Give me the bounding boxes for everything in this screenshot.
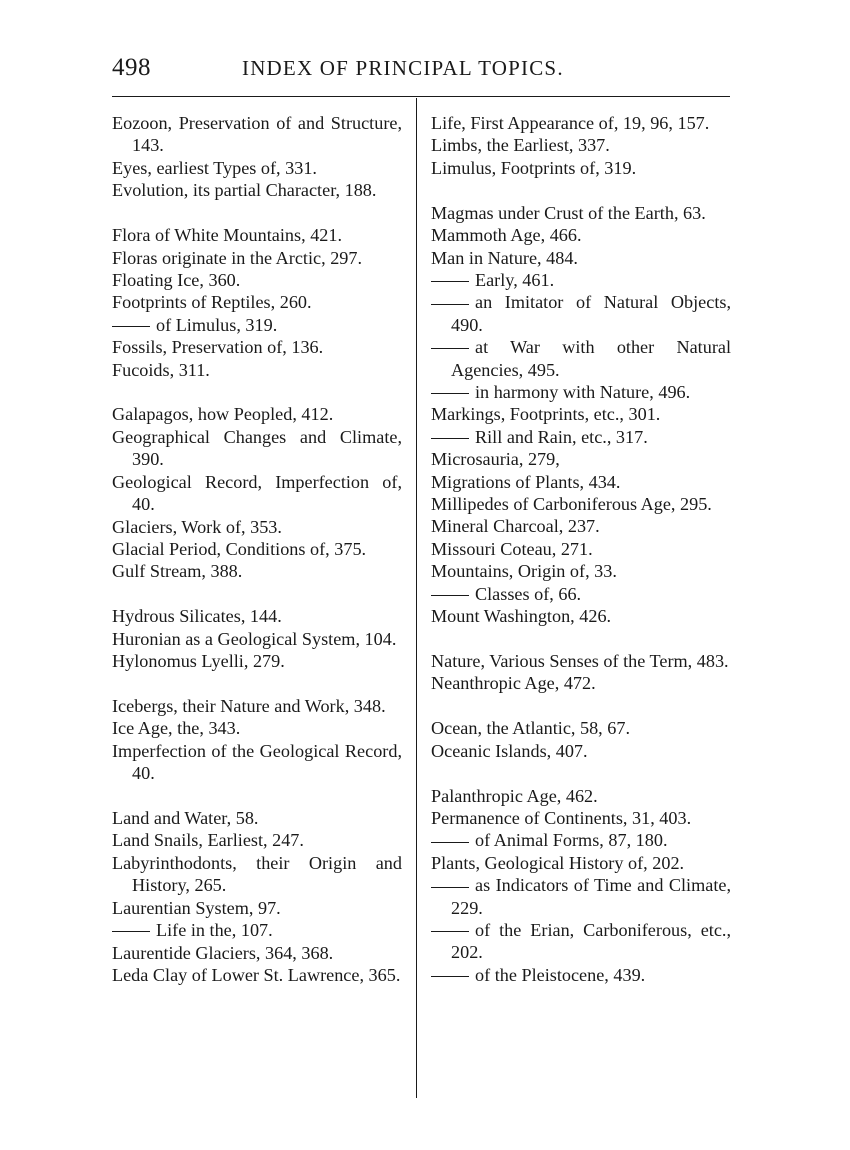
index-entry [431,672,731,694]
entry-text: an Imitator of Natural Objects, 490. [451,292,731,335]
entry-text: Hydrous Silicates, 144. [112,606,282,627]
index-entry [112,650,402,672]
index-subentry [431,874,731,919]
entry-text: Mineral Charcoal, 237. [431,516,600,537]
ditto-dash [431,887,469,888]
entry-text: of the Pleistocene, 439. [475,964,646,985]
entry-text: Floating Ice, 360. [112,269,241,290]
index-subentry [431,426,731,448]
index-entry [112,403,402,425]
index-subentry [431,919,731,964]
index-entry [112,471,402,516]
index-entry [112,717,402,739]
index-entry [431,112,731,134]
entry-text: Limulus, Footprints of, 319. [431,157,637,178]
index-entry [112,560,402,582]
index-entry [431,157,731,179]
index-entry [431,740,731,762]
ditto-dash [431,438,469,439]
column-divider [416,98,417,1098]
entry-text: at War with other Natural Agencies, 495. [451,337,731,380]
index-entry [112,897,402,919]
index-entry [112,179,402,201]
group-gap [112,785,402,808]
index-entry [431,852,731,874]
entry-text: Fucoids, 311. [112,359,210,380]
index-entry [431,538,731,560]
index-entry [431,493,731,515]
group-gap [112,583,402,606]
entry-text: Microsauria, 279, [431,449,560,470]
index-entry [112,695,402,717]
entry-text: Icebergs, their Nature and Work, 348. [112,695,386,716]
entry-text: Fossils, Preservation of, 136. [112,337,324,358]
group-gap [112,202,402,225]
entry-text: of the Erian, Carboniferous, etc., 202. [451,920,731,963]
index-entry [112,269,402,291]
index-entry [112,942,402,964]
index-entry [431,134,731,156]
index-subentry [431,291,731,336]
entry-text: Nature, Various Senses of the Term, 483. [431,650,729,671]
index-subentry [431,336,731,381]
index-entry [431,515,731,537]
entry-text: Magmas under Crust of the Earth, 63. [431,202,706,223]
entry-text: of Animal Forms, 87, 180. [475,830,668,851]
entry-text: Geological Record, Imperfection of, 40. [112,471,402,515]
entry-text: Galapagos, how Peopled, 412. [112,404,334,425]
index-entry [112,359,402,381]
entry-text: Permanence of Continents, 31, 403. [431,807,692,828]
entry-text: Eyes, earliest Types of, 331. [112,157,317,178]
index-entry [112,157,402,179]
entry-text: Floras originate in the Arctic, 297. [112,247,363,268]
group-gap [431,695,731,718]
index-entry [112,247,402,269]
entry-text: Man in Nature, 484. [431,247,578,268]
index-subentry [112,919,402,941]
index-entry [431,448,731,470]
header-rule [112,96,730,97]
entry-text: Leda Clay of Lower St. Lawrence, 365. [112,964,401,985]
entry-text: Mount Washington, 426. [431,606,612,627]
entry-text: Imperfection of the Geological Record, 40. [112,740,402,784]
group-gap [112,381,402,404]
group-gap [431,627,731,650]
index-entry [431,471,731,493]
group-gap [431,762,731,785]
page-header [112,50,730,86]
entry-text: Rill and Rain, etc., 317. [475,426,648,447]
index-entry [431,807,731,829]
index-entry [112,829,402,851]
entry-text: Mountains, Origin of, 33. [431,561,617,582]
index-entry [112,112,402,157]
page-number: 498 [112,54,151,81]
index-entry [431,785,731,807]
entry-text: Neanthropic Age, 472. [431,673,596,694]
ditto-dash [431,976,469,977]
ditto-dash [431,393,469,394]
index-entry [431,224,731,246]
entry-text: Glaciers, Work of, 353. [112,516,282,537]
index-subentry [431,964,731,986]
ditto-dash [431,281,469,282]
ditto-dash [431,304,469,305]
index-entry [431,717,731,739]
ditto-dash [431,595,469,596]
entry-text: Plants, Geological History of, 202. [431,852,685,873]
entry-text: Glacial Period, Conditions of, 375. [112,538,367,559]
index-entry [112,605,402,627]
ditto-dash [431,348,469,349]
entry-text: Footprints of Reptiles, 260. [112,292,312,313]
index-subentry [112,314,402,336]
entry-text: Huronian as a Geological System, 104. [112,628,397,649]
index-entry [112,807,402,829]
index-entry [112,336,402,358]
group-gap [112,672,402,695]
index-entry [112,740,402,785]
index-entry [112,852,402,897]
index-entry [431,560,731,582]
entry-text: Laurentide Glaciers, 364, 368. [112,942,334,963]
group-gap [431,179,731,202]
entry-text: Millipedes of Carboniferous Age, 295. [431,494,712,514]
running-title: INDEX OF PRINCIPAL TOPICS. [242,56,564,80]
entry-text: Life, First Appearance of, 19, 96, 157. [431,113,710,133]
index-subentry [431,269,731,291]
index-entry [112,516,402,538]
entry-text: Hylonomus Lyelli, 279. [112,651,285,672]
entry-text: Life in the, 107. [156,920,273,941]
entry-text: Gulf Stream, 388. [112,561,243,582]
entry-text: Markings, Footprints, etc., 301. [431,404,661,425]
index-entry [112,538,402,560]
entry-text: of Limulus, 319. [156,314,278,335]
index-entry [431,650,731,672]
index-entry [112,224,402,246]
entry-text: Ocean, the Atlantic, 58, 67. [431,718,630,739]
index-subentry [431,829,731,851]
index-entry [112,628,402,650]
entry-text: Palanthropic Age, 462. [431,785,598,806]
entry-text: Mammoth Age, 466. [431,225,582,246]
entry-text: as Indicators of Time and Climate, 229. [451,875,731,918]
ditto-dash [431,842,469,843]
entry-text: Classes of, 66. [475,583,582,604]
entry-text: Migrations of Plants, 434. [431,471,621,492]
entry-text: Land and Water, 58. [112,808,259,829]
entry-text: in harmony with Nature, 496. [475,381,691,402]
entry-text: Eozoon, Preservation of and Structure, 143. [112,113,402,156]
entry-text: Early, 461. [475,269,555,290]
index-subentry [431,381,731,403]
index-column-right [431,112,731,986]
entry-text: Evolution, its partial Character, 188. [112,180,377,201]
entry-text: Limbs, the Earliest, 337. [431,135,610,156]
entry-text: Laurentian System, 97. [112,897,281,918]
entry-text: Oceanic Islands, 407. [431,740,588,761]
index-entry [431,202,731,224]
ditto-dash [431,931,469,932]
index-entry [112,964,402,986]
entry-text: Missouri Coteau, 271. [431,538,593,559]
ditto-dash [112,931,150,932]
index-subentry [431,583,731,605]
index-entry [431,247,731,269]
index-entry [112,291,402,313]
ditto-dash [112,326,150,327]
entry-text: Geographical Changes and Climate, 390. [112,426,402,470]
index-entry [431,605,731,627]
index-entry [431,403,731,425]
entry-text: Labyrinthodonts, their Origin and History, 265. [112,852,402,896]
index-entry [112,426,402,471]
entry-text: Land Snails, Earliest, 247. [112,830,304,851]
index-column-left [112,112,402,986]
entry-text: Ice Age, the, 343. [112,718,241,739]
entry-text: Flora of White Mountains, 421. [112,225,343,246]
